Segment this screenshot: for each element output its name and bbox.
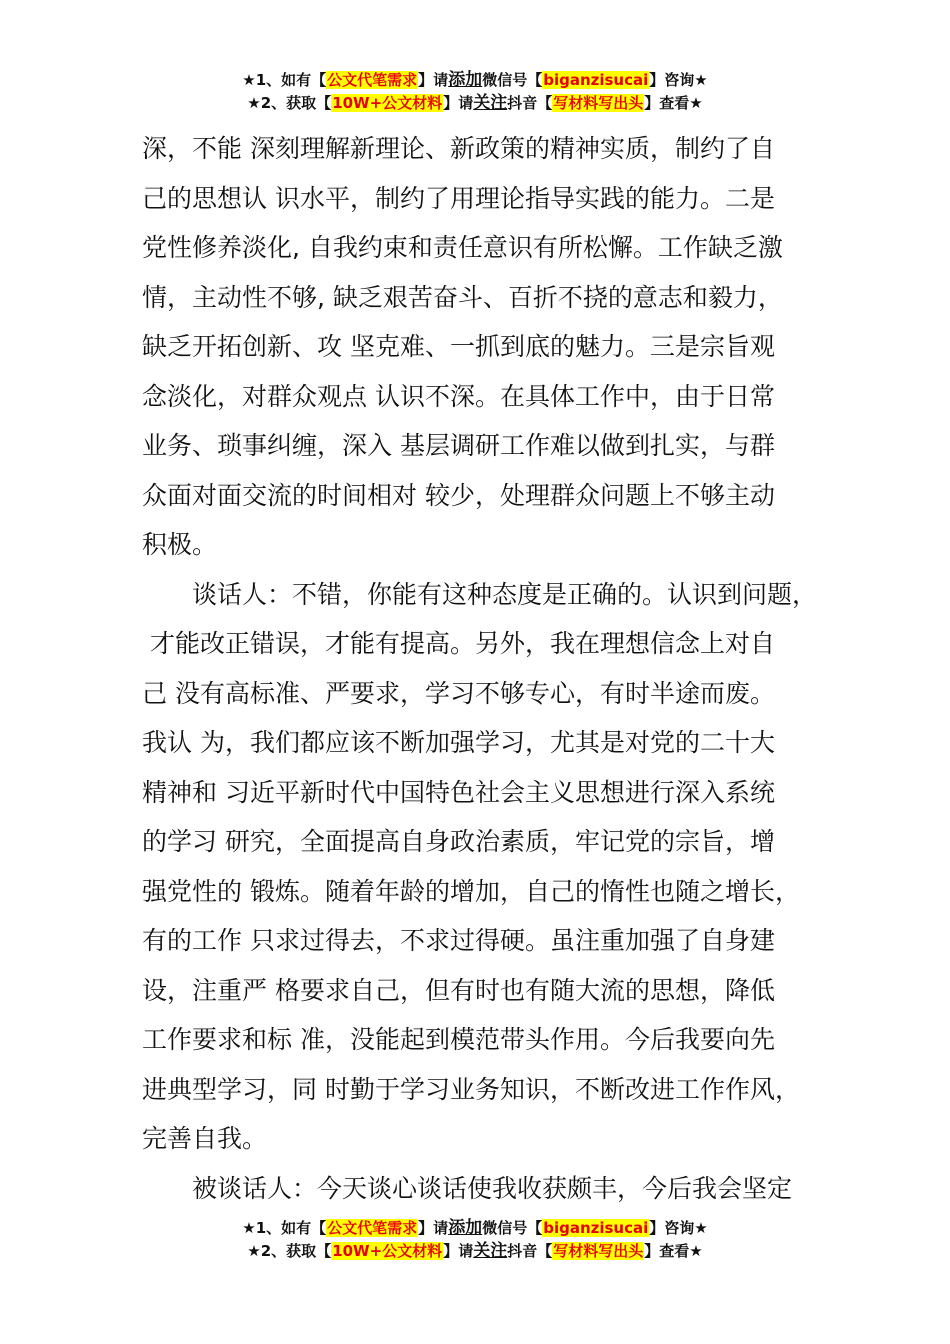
body-line: 有的工作 只求过得去，不求过得硬。虽注重加强了自身建 — [142, 926, 775, 955]
body-line: 缺乏开拓创新、攻 坚克难、一抓到底的魅力。三是宗旨观 — [142, 332, 775, 361]
banner-text: 】查看★ — [644, 94, 703, 112]
footer-banner-line-1 — [0, 1217, 950, 1240]
body-line: 情，主动性不够, 缺乏艰苦奋斗、百折不挠的意志和毅力， — [142, 282, 783, 312]
banner-text: 】请 — [443, 94, 474, 112]
banner-highlight: 公文代笔需求 — [327, 1219, 418, 1237]
banner-text: 】咨询★ — [649, 71, 708, 89]
header-banner-line-2 — [0, 92, 950, 115]
banner-douyin-account: 写材料写出头 — [553, 94, 644, 112]
document-body — [142, 124, 842, 1213]
paragraph-first-line: 谈话人：不错，你能有这种态度是正确的。认识到问题， — [192, 579, 818, 609]
body-line: 的学习 研究，全面提高自身政治素质，牢记党的宗旨，增 — [142, 827, 775, 856]
body-line: 己的思想认 识水平，制约了用理论指导实践的能力。二是 — [142, 183, 775, 213]
body-line: 念淡化，对群众观点 认识不深。在具体工作中，由于日常 — [142, 381, 775, 411]
body-line: 己 没有高标准、严要求，学习不够专心，有时半途而废。 — [142, 678, 775, 708]
banner-douyin-account: 写材料写出头 — [553, 1242, 644, 1260]
banner-text: 抖音【 — [507, 1242, 553, 1260]
paragraph-first-line: 被谈话人：今天谈心谈话使我收获颇丰，今后我会坚定 — [192, 1173, 793, 1203]
body-line: 精神和 习近平新时代中国特色社会主义思想进行深入系统 — [142, 777, 775, 807]
body-line: 完善自我。 — [142, 1124, 268, 1153]
banner-highlight: 10W+公文材料 — [332, 1242, 443, 1260]
banner-emphasis: 添加 — [448, 1218, 483, 1238]
footer-banner-line-2 — [0, 1240, 950, 1263]
header-banner — [0, 69, 950, 115]
body-line: 强党性的 锻炼。随着年龄的增加，自己的惰性也随之增长， — [142, 876, 800, 906]
body-line: 深，不能 深刻理解新理论、新政策的精神实质，制约了自 — [142, 134, 775, 163]
banner-highlight: 公文代笔需求 — [327, 71, 418, 89]
body-line: 进典型学习，同 时勤于学习业务知识，不断改进工作作风， — [142, 1074, 800, 1104]
body-line: 党性修养淡化, 自我约束和责任意识有所松懈。工作缺乏激 — [142, 233, 783, 262]
body-line: 积极。 — [142, 530, 218, 559]
banner-text: 微信号【 — [482, 71, 543, 89]
body-line: 设，注重严 格要求自己，但有时也有随大流的思想，降低 — [142, 975, 775, 1005]
banner-text: 微信号【 — [482, 1219, 543, 1237]
banner-text: 】请 — [418, 1219, 449, 1237]
body-line: 众面对面交流的时间相对 较少，处理群众问题上不够主动 — [142, 480, 775, 510]
banner-wechat-id: biganzisucai — [543, 71, 649, 89]
banner-emphasis: 关注 — [473, 1241, 508, 1261]
header-banner-line-1 — [0, 69, 950, 92]
banner-text: 】请 — [443, 1242, 474, 1260]
banner-highlight: 10W+公文材料 — [332, 94, 443, 112]
banner-text: ★2、获取【 — [247, 1242, 332, 1260]
banner-text: ★1、如有【 — [242, 71, 327, 89]
banner-text: 抖音【 — [507, 94, 553, 112]
banner-text: 】咨询★ — [649, 1219, 708, 1237]
banner-wechat-id: biganzisucai — [543, 1219, 649, 1237]
banner-emphasis: 关注 — [473, 93, 508, 113]
body-line: 工作要求和标 准，没能起到模范带头作用。今后我要向先 — [142, 1025, 775, 1054]
body-line: 业务、琐事纠缠，深入 基层调研工作难以做到扎实，与群 — [142, 431, 775, 460]
body-line: 我认 为，我们都应该不断加强学习，尤其是对党的二十大 — [142, 728, 775, 757]
banner-text: ★2、获取【 — [247, 94, 332, 112]
footer-banner — [0, 1217, 950, 1263]
banner-text: ★1、如有【 — [242, 1219, 327, 1237]
banner-emphasis: 添加 — [448, 70, 483, 90]
banner-text: 】查看★ — [644, 1242, 703, 1260]
body-line: 才能改正错误，才能有提高。另外，我在理想信念上对自 — [142, 629, 775, 658]
banner-text: 】请 — [418, 71, 449, 89]
